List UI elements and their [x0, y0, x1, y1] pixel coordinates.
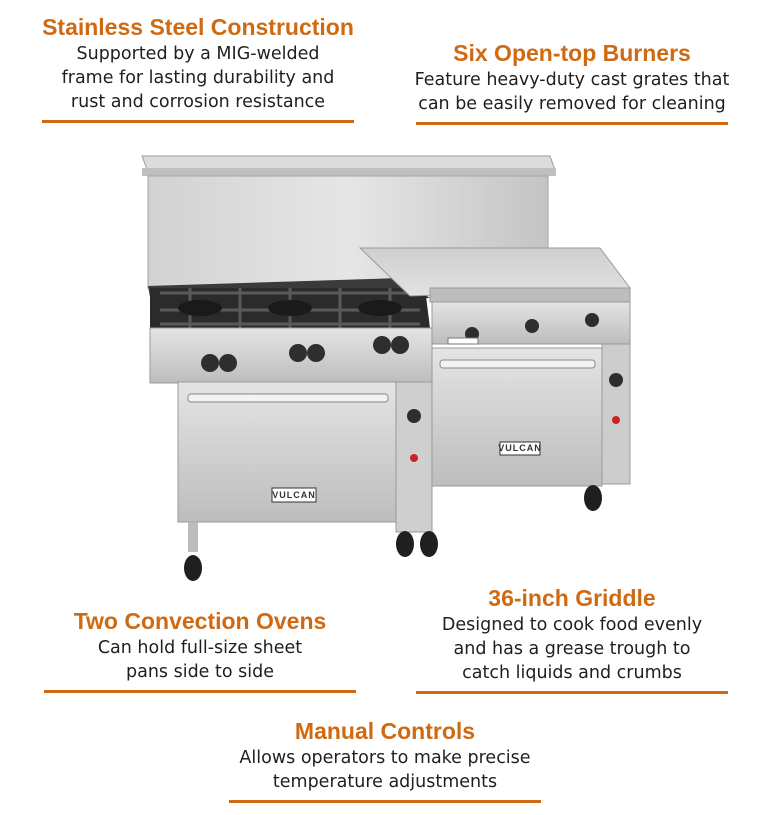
feature-griddle: [412, 585, 732, 694]
feature-desc-line: can be easily removed for cleaning: [418, 94, 726, 114]
feature-convection-ovens: [40, 608, 360, 693]
divider: [44, 690, 356, 693]
feature-title: Stainless Steel Construction: [42, 14, 354, 40]
feature-manual-controls: [225, 718, 545, 803]
feature-title: Manual Controls: [294, 718, 476, 744]
feature-title: 36-inch Griddle: [488, 585, 656, 611]
feature-description: [412, 613, 732, 685]
feature-desc-line: temperature adjustments: [272, 772, 498, 792]
oven-handle: [188, 394, 388, 402]
brand-logo-left: VULCAN: [272, 490, 316, 500]
feature-desc-line: Feature heavy-duty cast grates that: [414, 70, 730, 90]
feature-desc-line: rust and corrosion resistance: [70, 92, 326, 112]
oven-thermostat-column: [396, 382, 432, 532]
feature-description: [225, 746, 545, 794]
feature-desc-line: Allows operators to make precise: [239, 748, 531, 768]
right-oven-door: [432, 348, 602, 486]
divider: [416, 122, 728, 125]
divider: [416, 691, 728, 694]
feature-desc-line: frame for lasting durability and: [61, 68, 335, 88]
feature-desc-line: Can hold full-size sheet: [97, 638, 303, 658]
feature-desc-line: Supported by a MIG-welded: [76, 44, 320, 64]
feature-description: [412, 68, 732, 116]
feature-description: [40, 636, 360, 684]
brand-logo-right: VULCAN: [498, 443, 542, 453]
left-oven-door: [178, 382, 396, 522]
feature-description: [38, 42, 358, 114]
divider: [42, 120, 354, 123]
oven-handle: [440, 360, 595, 368]
side-control-column: [602, 344, 630, 484]
overshelf: [142, 156, 556, 176]
feature-desc-line: pans side to side: [125, 662, 274, 682]
divider: [229, 800, 541, 803]
feature-title: Six Open-top Burners: [453, 40, 691, 66]
feature-stainless-steel: [38, 14, 358, 123]
feature-title: Two Convection Ovens: [73, 608, 327, 634]
feature-desc-line: and has a grease trough to: [453, 639, 691, 659]
commercial-range-image: [130, 148, 640, 593]
open-top-burners: [148, 278, 430, 328]
feature-desc-line: Designed to cook food evenly: [441, 615, 703, 635]
feature-desc-line: catch liquids and crumbs: [462, 663, 682, 683]
feature-burners: [412, 40, 732, 125]
